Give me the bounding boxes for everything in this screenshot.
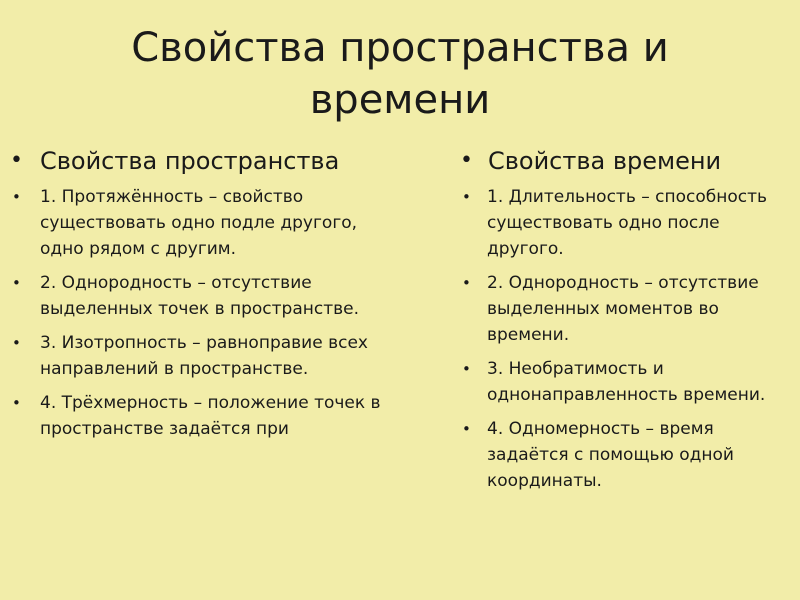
bullet-icon: • bbox=[12, 394, 21, 412]
list-item bbox=[460, 184, 795, 262]
bullet-icon: • bbox=[462, 420, 471, 438]
list-item bbox=[460, 416, 795, 494]
bullet-icon: • bbox=[10, 148, 23, 173]
bullet-icon: • bbox=[462, 360, 471, 378]
list-item bbox=[10, 330, 390, 382]
list-item bbox=[460, 270, 795, 348]
bullet-icon: • bbox=[12, 188, 21, 206]
list-item-text: 2. Однородность – отсутствие выделенных моментов во времени. bbox=[487, 273, 759, 345]
list-item-text: 2. Однородность – отсутствие выделенных точек в пространстве. bbox=[40, 273, 360, 319]
bullet-icon: • bbox=[462, 274, 471, 292]
bullet-icon: • bbox=[12, 274, 21, 292]
list-item bbox=[10, 184, 390, 262]
list-item bbox=[10, 390, 390, 442]
left-column bbox=[10, 144, 390, 450]
bullet-icon: • bbox=[462, 188, 471, 206]
list-item-text: 3. Необратимость и однонаправленность времени. bbox=[487, 359, 766, 405]
list-item-text: 4. Трёхмерность – положение точек в пространстве задаётся при bbox=[40, 393, 381, 439]
slide-title: Свойства пространства и времени bbox=[131, 25, 669, 123]
bullet-icon: • bbox=[460, 148, 473, 173]
list-item-text: 1. Протяжённость – свойство существовать одно подле другого, одно рядом с другим. bbox=[40, 187, 358, 259]
right-heading-text: Свойства времени bbox=[488, 147, 722, 175]
list-item bbox=[10, 270, 390, 322]
bullet-icon: • bbox=[12, 334, 21, 352]
list-item-text: 3. Изотропность – равноправие всех направлений в пространстве. bbox=[40, 333, 368, 379]
left-heading bbox=[10, 144, 390, 178]
list-item bbox=[460, 356, 795, 408]
right-heading bbox=[460, 144, 795, 178]
left-heading-text: Свойства пространства bbox=[40, 147, 340, 175]
right-column bbox=[460, 144, 795, 502]
list-item-text: 1. Длительность – способность существовать одно после другого. bbox=[487, 187, 768, 259]
list-item-text: 4. Одномерность – время задаётся с помощью одной координаты. bbox=[487, 419, 734, 491]
